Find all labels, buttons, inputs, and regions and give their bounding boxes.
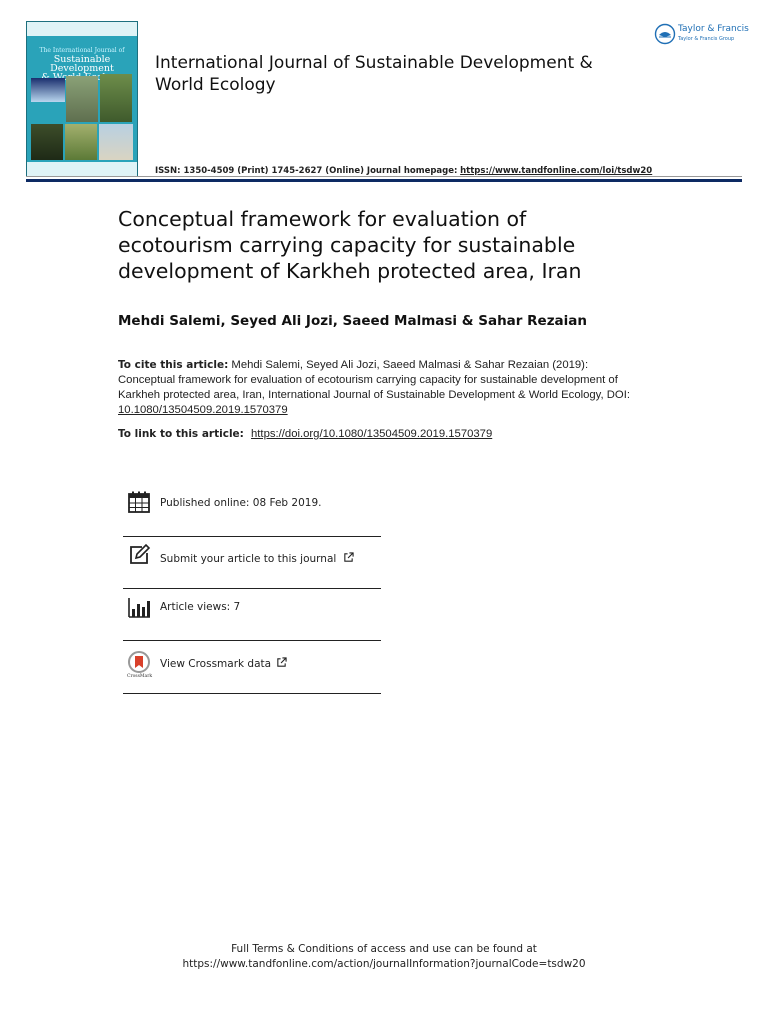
journal-homepage-link[interactable]: https://www.tandfonline.com/loi/tsdw20: [460, 166, 653, 176]
edit-icon: [127, 543, 151, 567]
crossmark-icon: [127, 651, 151, 675]
bar-chart-icon: [127, 595, 151, 619]
cover-title-line2: Sustainable Development: [50, 54, 114, 74]
issn-label: ISSN: 1350-4509 (Print) 1745-2627 (Online) Journal homepage:: [155, 166, 458, 176]
article-title-line1: Conceptual framework for evaluation of: [118, 207, 527, 231]
taylor-francis-logo-icon: [654, 23, 676, 45]
article-link-line: [118, 428, 492, 440]
cover-photo-2: [66, 76, 98, 122]
cover-photo-4: [31, 124, 63, 160]
article-authors: Mehdi Salemi, Seyed Ali Jozi, Saeed Malmasi & Sahar Rezaian: [118, 313, 588, 329]
submit-article-label: Submit your article to this journal: [160, 553, 337, 565]
header-divider: [26, 179, 742, 182]
article-views-row: [123, 589, 381, 641]
article-doi-url-link[interactable]: https://doi.org/10.1080/13504509.2019.1570379: [251, 428, 493, 440]
published-online-text: Published online: 08 Feb 2019.: [160, 497, 322, 509]
article-title-line2: ecotourism carrying capacity for sustainable: [118, 233, 576, 257]
crossmark-label: View Crossmark data: [160, 658, 272, 670]
citation-doi-link[interactable]: 10.1080/13504509.2019.1570379: [118, 404, 288, 416]
cover-photo-1: [31, 78, 65, 102]
journal-cover-image[interactable]: [26, 21, 138, 177]
terms-footer-line1: Full Terms & Conditions of access and use can be found at: [231, 943, 537, 955]
info-divider-4: [123, 693, 381, 694]
submit-article-row[interactable]: [123, 537, 381, 589]
citation-block: [118, 358, 648, 418]
external-link-icon: [276, 657, 287, 668]
crossmark-row[interactable]: [123, 641, 381, 693]
citation-text: Mehdi Salemi, Seyed Ali Jozi, Saeed Malmasi & Sahar Rezaian (2019): Conceptual framework for evaluation of ecotourism carrying capacity for sustainable development of Karkheh protected area, Iran, International Journal of Sustainable Development & World Ecology, DOI:: [118, 359, 630, 401]
crossmark-logo-text: CrossMark: [127, 674, 153, 679]
cover-top-band: [27, 22, 137, 36]
article-views-text: Article views: 7: [160, 601, 241, 613]
cover-bottom-band: [27, 162, 137, 176]
terms-footer: [0, 942, 768, 972]
article-link-label: To link to this article:: [118, 428, 244, 440]
published-online-row: [123, 484, 381, 536]
journal-title: International Journal of Sustainable Development & World Ecology: [155, 53, 593, 95]
publisher-group-name: Taylor & Francis Group: [678, 36, 735, 42]
issn-line: [155, 166, 652, 176]
citation-label: To cite this article:: [118, 359, 229, 371]
submit-article-link[interactable]: [160, 552, 354, 565]
calendar-icon: [127, 490, 151, 514]
cover-photo-3: [100, 74, 132, 122]
publisher-name: Taylor & Francis: [678, 24, 749, 34]
publisher-logo[interactable]: [654, 22, 749, 48]
crossmark-link[interactable]: [160, 657, 287, 670]
article-title-line3: development of Karkheh protected area, Iran: [118, 259, 582, 283]
article-title: [118, 206, 678, 284]
cover-photo-6: [99, 124, 133, 160]
cover-title-line1: The International Journal of: [39, 47, 125, 54]
terms-footer-link[interactable]: https://www.tandfonline.com/action/journalInformation?journalCode=tsdw20: [182, 958, 586, 970]
header-divider-thin: [26, 176, 742, 177]
cover-photo-5: [65, 124, 97, 160]
external-link-icon: [343, 552, 354, 563]
